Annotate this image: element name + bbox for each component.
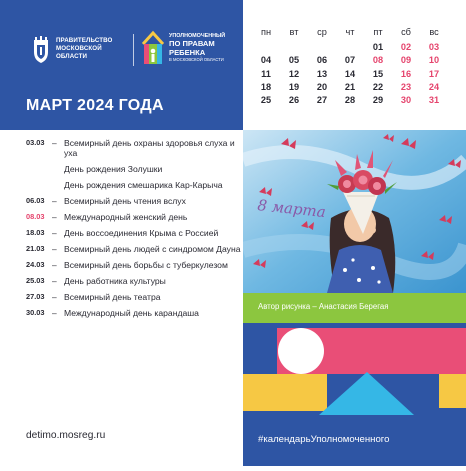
calendar-day: 08 xyxy=(372,55,384,66)
moscow-region-emblem-icon xyxy=(30,36,52,64)
calendar-week-row xyxy=(252,94,448,107)
calendar-day: 01 xyxy=(372,42,384,53)
calendar-day: 09 xyxy=(400,55,412,66)
event-dash: – xyxy=(52,228,57,238)
event-item xyxy=(26,212,244,222)
month-calendar xyxy=(252,26,448,107)
artwork-handwritten-text: 8 марта xyxy=(256,196,327,222)
event-date: 18.03 xyxy=(26,228,45,237)
event-name: День рождения смешарика Кар-Карыча xyxy=(64,180,223,190)
event-dash: – xyxy=(52,138,57,148)
calendar-day: 13 xyxy=(316,68,328,79)
calendar-day: 14 xyxy=(344,68,356,79)
calendar-day: 10 xyxy=(428,55,440,66)
event-name: Всемирный день людей с синдромом Дауна xyxy=(64,244,241,254)
event-name: Всемирный день охраны здоровья слуха и уха xyxy=(64,138,235,158)
event-dash: – xyxy=(52,276,57,286)
event-names xyxy=(64,212,244,222)
artwork-image xyxy=(243,130,466,293)
event-name: Международный женский день xyxy=(64,212,188,222)
events-list xyxy=(26,138,244,324)
event-names xyxy=(64,228,244,238)
event-item xyxy=(26,228,244,238)
calendar-day xyxy=(308,41,336,54)
calendar-day: 05 xyxy=(288,55,300,66)
calendar-day: 18 xyxy=(260,81,272,92)
event-item xyxy=(26,308,244,318)
event-name: День работника культуры xyxy=(64,276,166,286)
logo-divider xyxy=(133,34,134,66)
child-drawing xyxy=(243,130,466,293)
hashtag-label: #календарьУполномоченного xyxy=(258,434,390,445)
calendar-day: 20 xyxy=(316,81,328,92)
event-names xyxy=(64,276,244,286)
event-item xyxy=(26,276,244,286)
calendar-day: 31 xyxy=(428,94,440,105)
event-names xyxy=(64,138,244,190)
calendar-day: 27 xyxy=(316,94,328,105)
event-date: 25.03 xyxy=(26,276,45,285)
calendar-day: 11 xyxy=(261,68,271,79)
event-dash: – xyxy=(52,196,57,206)
calendar-weekday: сб xyxy=(401,27,411,37)
calendar-day: 17 xyxy=(428,68,440,79)
calendar-weekday: вт xyxy=(289,27,299,37)
ombudsman-title xyxy=(169,33,239,63)
event-date: 08.03 xyxy=(26,212,45,221)
calendar-day: 07 xyxy=(344,55,356,66)
calendar-week-row xyxy=(252,41,448,54)
calendar-day: 19 xyxy=(288,81,300,92)
calendar-weekday: вс xyxy=(429,27,439,37)
event-date: 30.03 xyxy=(26,308,45,317)
calendar-day: 03 xyxy=(428,42,440,53)
calendar-weekday: ср xyxy=(317,27,327,37)
calendar-day: 06 xyxy=(316,55,328,66)
ombudsman-title-line1: УПОЛНОМОЧЕННЫЙ xyxy=(169,33,226,39)
government-name: ПРАВИТЕЛЬСТВО МОСКОВСКОЙ ОБЛАСТИ xyxy=(56,37,113,60)
event-date: 03.03 xyxy=(26,138,45,147)
event-item xyxy=(26,260,244,270)
calendar-day xyxy=(252,41,280,54)
calendar-day: 02 xyxy=(400,42,412,53)
event-dash: – xyxy=(52,292,57,302)
calendar-day: 22 xyxy=(372,81,384,92)
event-dash: – xyxy=(52,260,57,270)
event-item xyxy=(26,244,244,254)
ombudsman-title-line2: ПО ПРАВАМ xyxy=(169,39,215,48)
event-names xyxy=(64,292,244,302)
calendar-day: 04 xyxy=(260,55,272,66)
calendar-day: 12 xyxy=(288,68,300,79)
calendar-day: 15 xyxy=(372,68,384,79)
calendar-week-row xyxy=(252,81,448,94)
event-item xyxy=(26,138,244,190)
event-name: Всемирный день борьбы с туберкулезом xyxy=(64,260,228,270)
event-date: 27.03 xyxy=(26,292,45,301)
calendar-day xyxy=(280,41,308,54)
event-names xyxy=(64,260,244,270)
event-names xyxy=(64,308,244,318)
calendar-day xyxy=(336,41,364,54)
calendar-weekday: чт xyxy=(345,27,355,37)
calendar-day: 16 xyxy=(400,68,412,79)
header-panel xyxy=(0,0,243,130)
calendar-day: 28 xyxy=(344,94,356,105)
artwork-caption: Автор рисунка – Анастасия Берегая xyxy=(258,302,389,311)
event-name: Всемирный день чтения вслух xyxy=(64,196,186,206)
website-link[interactable]: detimo.mosreg.ru xyxy=(26,430,106,441)
calendar-day: 24 xyxy=(428,81,440,92)
event-dash: – xyxy=(52,244,57,254)
event-names xyxy=(64,244,244,254)
event-item xyxy=(26,292,244,302)
event-name: Международный день карандаша xyxy=(64,308,199,318)
event-date: 06.03 xyxy=(26,196,45,205)
calendar-day: 21 xyxy=(344,81,356,92)
ombudsman-title-line3: РЕБЕНКА xyxy=(169,47,206,57)
event-dash: – xyxy=(52,308,57,318)
event-names xyxy=(64,196,244,206)
event-dash: – xyxy=(52,212,57,222)
ombudsman-house-icon xyxy=(141,30,165,66)
ombudsman-title-line4: В МОСКОВСКОЙ ОБЛАСТИ xyxy=(169,57,224,63)
event-item xyxy=(26,196,244,206)
event-name: Всемирный день театра xyxy=(64,292,161,302)
calendar-day: 23 xyxy=(400,81,412,92)
calendar-day: 26 xyxy=(288,94,300,105)
calendar-week-row xyxy=(252,54,448,67)
calendar-weekday: пт xyxy=(373,27,383,37)
calendar-week-row xyxy=(252,68,448,81)
calendar-day: 29 xyxy=(372,94,384,105)
calendar-weekday: пн xyxy=(260,27,272,37)
event-name: День рождения Золушки xyxy=(64,164,163,174)
month-title: МАРТ 2024 ГОДА xyxy=(26,97,164,114)
calendar-day: 25 xyxy=(260,94,272,105)
event-name: День воссоединения Крыма с Россией xyxy=(64,228,219,238)
calendar-weekday-row xyxy=(252,26,448,39)
calendar-day: 30 xyxy=(400,94,412,105)
event-date: 21.03 xyxy=(26,244,45,253)
event-date: 24.03 xyxy=(26,260,45,269)
